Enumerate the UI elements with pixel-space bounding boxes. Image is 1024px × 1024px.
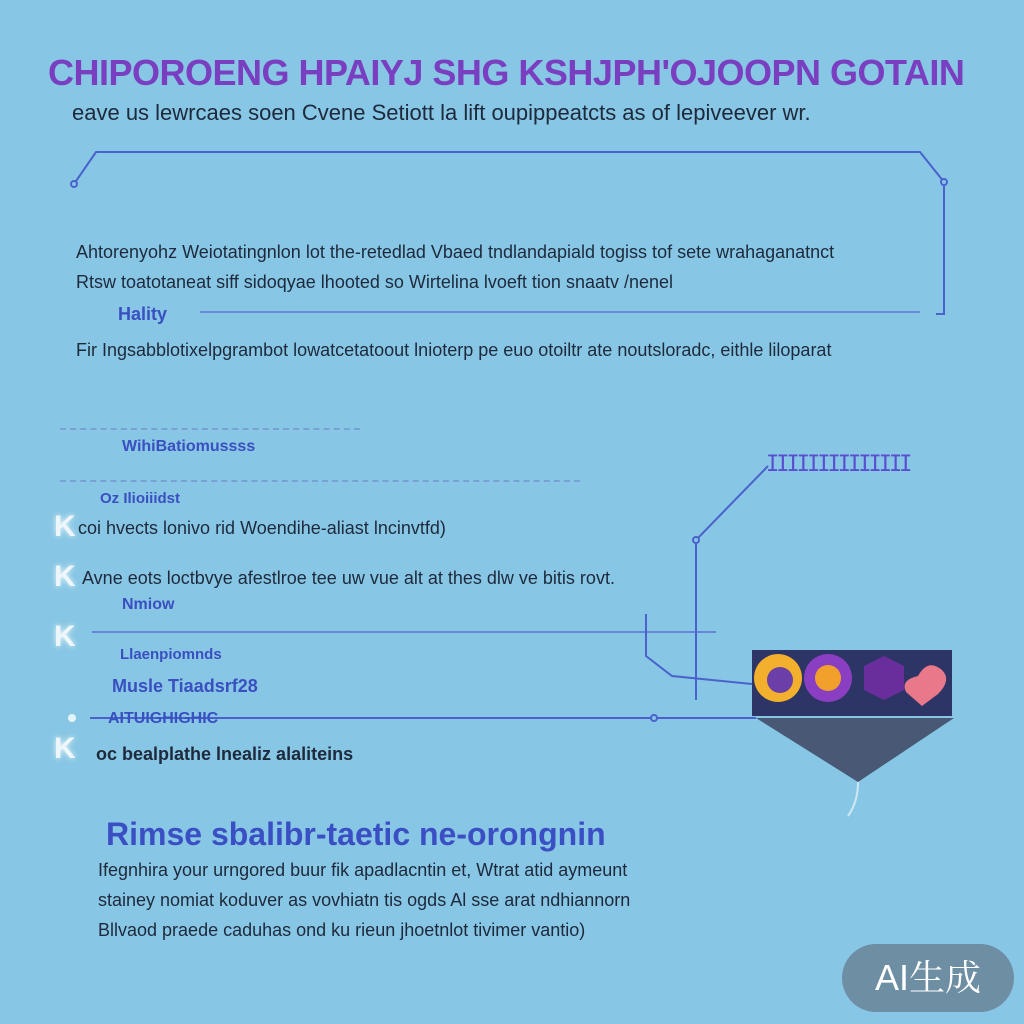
list-item-label-2: Oz Ilioiiidst [100, 490, 181, 507]
ai-generated-badge: AI生成 [842, 944, 1014, 1012]
footer-text-line-3: Bllvaod praede caduhas ond ku rieun jhoetnlot tivimer vantio) [98, 920, 586, 940]
connector-node-3 [68, 714, 76, 722]
funnel-shape [756, 718, 954, 782]
list-item-label-5: Nmiow [122, 596, 175, 613]
panel-text-line-3: Fir Ingsabblotixelpgrambot lowatcetatoout lnioterp pe euo otoiltr ate noutsloradc, eithle liloparat [76, 340, 832, 360]
icon-connector [646, 614, 752, 684]
page-title: CHIPOROENG HPAIYJ SHG KSHJPH'OJOOPN GOTAIN [48, 52, 965, 93]
divider-dotted-1 [60, 428, 360, 430]
section-heading: Rimse sbalibr-taetic ne-orongnin [106, 816, 606, 852]
divider-dotted-2 [60, 480, 580, 482]
panel-frame-node-right [941, 179, 947, 185]
list-item-label-8: AITUIGHIGHIC [108, 710, 219, 727]
k-marker-3: K [54, 620, 76, 653]
icon-strip [752, 650, 952, 716]
panel-text-line-2: Rtsw toatotaneat siff sidoqyae lhooted so Wirtelina lvoeft tion snaatv /nenel [76, 272, 674, 292]
list-item-text-3: coi hvects lonivo rid Woendihe-aliast lncinvtfd) [78, 518, 446, 538]
footer-text-line-2: stainey nomiat koduver as vovhiatn tis ogds Al sse arat ndhiannorn [98, 890, 631, 910]
k-marker-1: K [54, 510, 76, 543]
panel-text-line-1: Ahtorenyohz Weiotatingnlon lot the-retedlad Vbaed tndlandapiald togiss tof sete wrahaganatnct [76, 242, 835, 262]
list-item-text-4: Avne eots loctbvye afestlroe tee uw vue alt at thes dlw ve bitis rovt. [82, 568, 615, 588]
k-marker-4: K [54, 732, 76, 765]
footer-text-line-1: Ifegnhira your urngored buur fik apadlacntin et, Wtrat atid aymeunt [98, 860, 628, 880]
list-item-label-6: Llaenpiomnds [120, 646, 222, 663]
page-subtitle: eave us lewrcaes soen Cvene Setiott la lift oupippeatcts as of lepiveever wr. [72, 100, 811, 125]
connector-node-1 [693, 537, 699, 543]
k-marker-2: K [54, 560, 76, 593]
panel-frame-node-left [71, 181, 77, 187]
panel-label: Hality [118, 304, 168, 324]
barcode-graphic: IIIIIIIIIIIIII [766, 452, 910, 477]
list-item-text-9: oc bealplathe lnealiz alaliteins [96, 744, 354, 764]
connector-node-2 [651, 715, 657, 721]
list-item-label-1: WihiBatiomussss [122, 438, 256, 455]
funnel-tail [848, 782, 858, 816]
list-item-label-7: Musle Tiaadsrf28 [112, 676, 258, 696]
